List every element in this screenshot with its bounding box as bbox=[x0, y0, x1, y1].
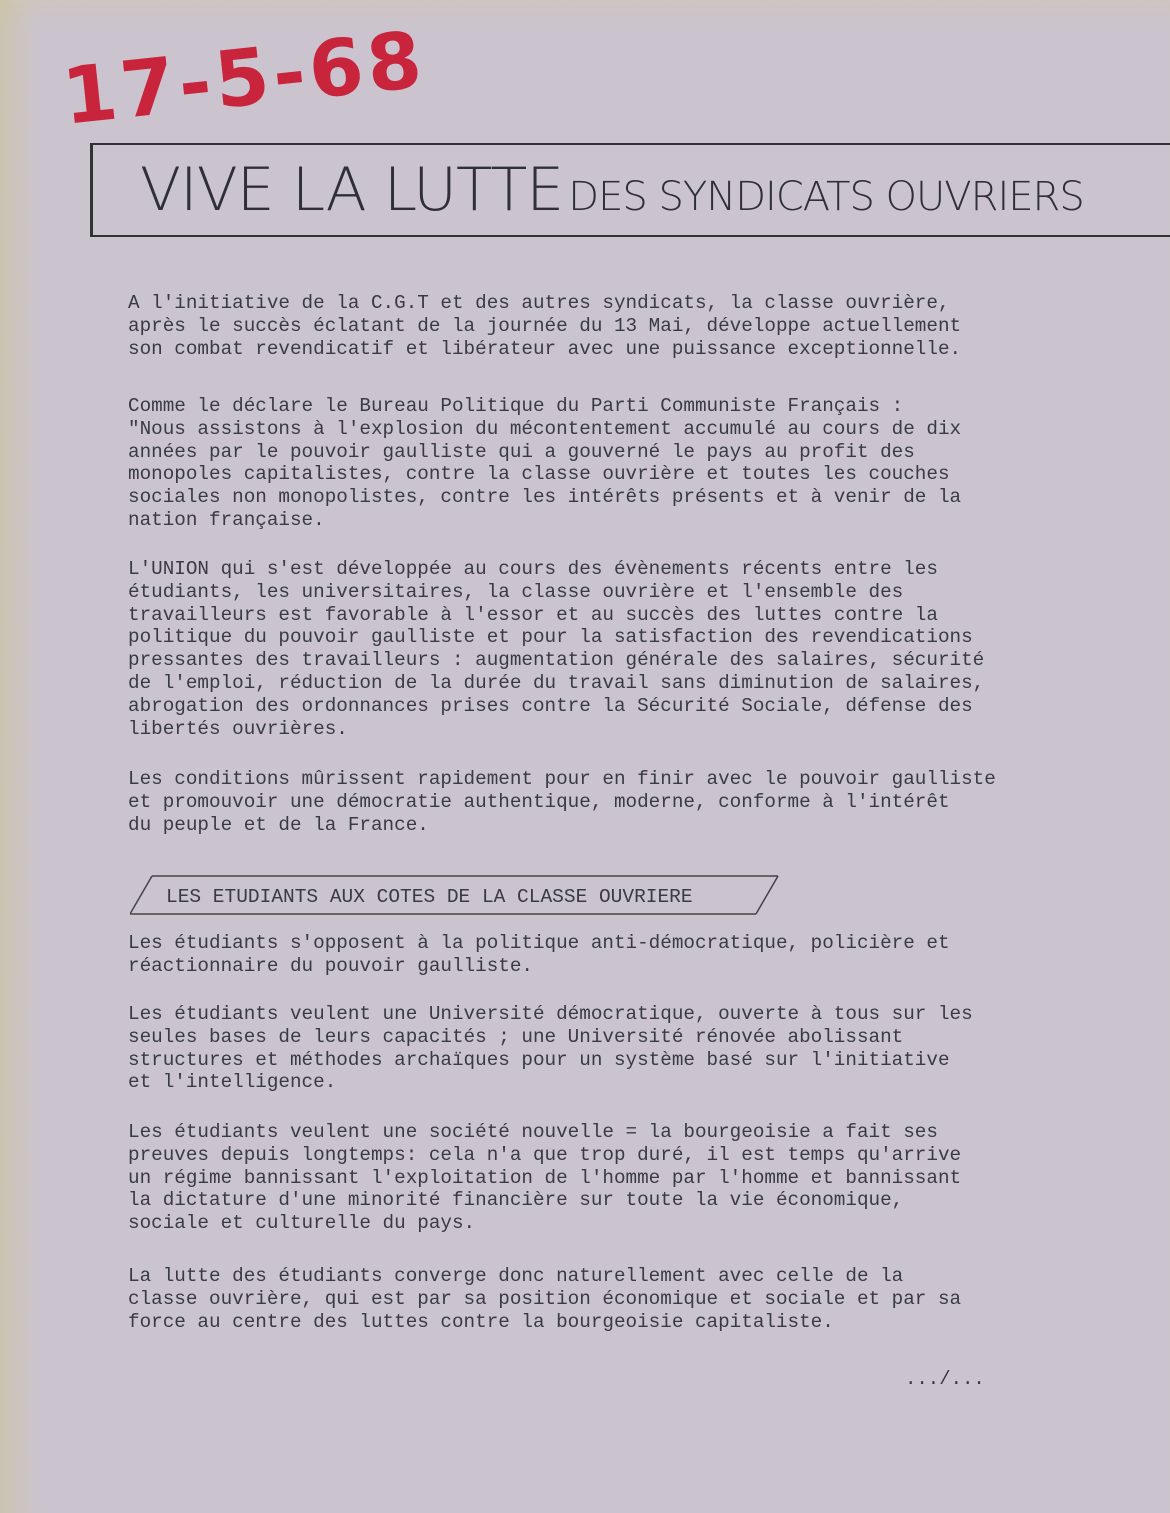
section-heading: LES ETUDIANTS AUX COTES DE LA CLASSE OUVRIERE bbox=[166, 886, 693, 908]
paragraph-conditions: Les conditions mûrissent rapidement pour en finir avec le pouvoir gaulliste et promouvoir une démocratie authentique, moderne, conforme à l'intérêt du peuple et de la France. bbox=[128, 768, 996, 836]
paragraph-students-oppose: Les étudiants s'opposent à la politique anti-démocratique, policière et réactionnaire du pouvoir gaulliste. bbox=[128, 932, 950, 977]
page-title bbox=[140, 155, 1084, 225]
section-heading-box bbox=[130, 874, 780, 916]
title-part-2: DES SYNDICATS OUVRIERS bbox=[568, 174, 1084, 220]
paragraph-bureau-politique: Comme le déclare le Bureau Politique du Parti Communiste Français : "Nous assistons à l'explosion du mécontentement accumulé au cours de dix années par le pouvoir gaulliste qui a gouverné le pays au profit des monopoles capitalistes, contre la classe ouvrière et toutes les couches sociales non monopolistes, contre les intérêts présents et à venir de la nation française. bbox=[128, 395, 962, 531]
paragraph-students-society: Les étudiants veulent une société nouvelle = la bourgeoisie a fait ses preuves depuis longtemps: cela n'a que trop duré, il est temps qu'arrive un régime bannissant l'exploitation de l'homme par l'homme et bannissant la dictature d'une minorité financière sur toute la vie économique, sociale et culturelle du pays. bbox=[128, 1121, 962, 1235]
paragraph-students-converge: La lutte des étudiants converge donc naturellement avec celle de la classe ouvrière, qui est par sa position économique et sociale et par sa force au centre des luttes contre la bourgeoisie capitaliste. bbox=[128, 1265, 962, 1333]
continuation-mark: .../... bbox=[905, 1368, 985, 1390]
title-part-1: VIVE LA LUTTE bbox=[140, 155, 564, 225]
paragraph-union: L'UNION qui s'est développée au cours des évènements récents entre les étudiants, les universitaires, la classe ouvrière et l'ensemble des travailleurs est favorable à l'essor et au succès des luttes contre la politique du pouvoir gaulliste et pour la satisfaction des revendications pressantes des travailleurs : augmentation générale des salaires, sécurité de l'emploi, réduction de la durée du travail sans diminution de salaires, abrogation des ordonnances prises contre la Sécurité Sociale, défense des libertés ouvrières. bbox=[128, 558, 985, 740]
handwritten-date: 17-5-68 bbox=[58, 15, 430, 143]
paragraph-students-university: Les étudiants veulent une Université démocratique, ouverte à tous sur les seules bases de leurs capacités ; une Université rénovée abolissant structures et méthodes archaïques pour un système basé sur l'initiative et l'intelligence. bbox=[128, 1003, 973, 1094]
paragraph-intro: A l'initiative de la C.G.T et des autres syndicats, la classe ouvrière, après le succès éclatant de la journée du 13 Mai, développe actuellement son combat revendicatif et libérateur avec une puissance exceptionnelle. bbox=[128, 292, 962, 360]
